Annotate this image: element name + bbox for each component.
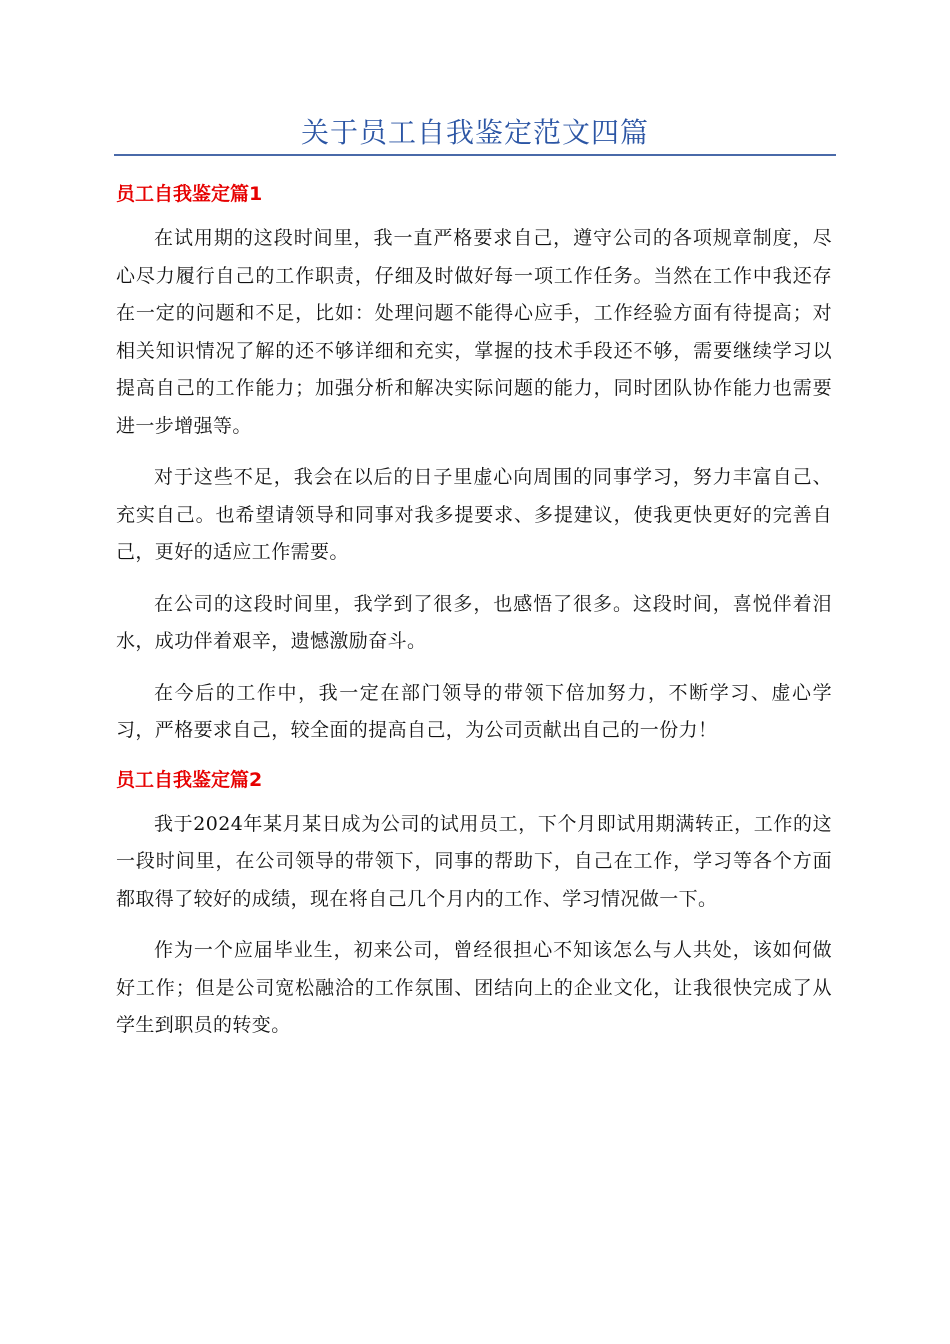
paragraph: 在试用期的这段时间里，我一直严格要求自己，遵守公司的各项规章制度，尽心尽力履行自己的工作职责，仔细及时做好每一项工作任务。当然在工作中我还存在一定的问题和不足，比如：处理问题不能得心应手，工作经验方面有待提高；对相关知识情况了解的还不够详细和充实，掌握的技术手段还不够，需要继续学习以提高自己的工作能力；加强分析和解决实际问题的能力，同时团队协作能力也需要进一步增强等。 [116,227,832,437]
paragraph: 在今后的工作中，我一定在部门领导的带领下倍加努力，不断学习、虚心学习，严格要求自己，较全面的提高自己，为公司贡献出自己的一份力！ [116,681,832,741]
document-body [116,178,832,1059]
section-2 [116,764,832,1045]
section-heading: 员工自我鉴定篇2 [116,768,263,791]
document-title: 关于员工自我鉴定范文四篇 [300,116,649,149]
paragraph: 我于2024年某月某日成为公司的试用员工，下个月即试用期满转正，工作的这一段时间里，在公司领导的带领下，同事的帮助下，自己在工作，学习等各个方面都取得了较好的成绩，现在将自己几个月内的工作、学习情况做一下。 [116,812,832,910]
paragraph: 在公司的这段时间里，我学到了很多，也感悟了很多。这段时间，喜悦伴着泪水，成功伴着艰辛，遗憾激励奋斗。 [116,592,832,652]
paragraph: 作为一个应届毕业生，初来公司，曾经很担心不知该怎么与人共处，该如何做好工作；但是公司宽松融洽的工作氛围、团结向上的企业文化，让我很快完成了从学生到职员的转变。 [116,939,832,1036]
title-divider [114,154,836,156]
section-heading: 员工自我鉴定篇1 [116,183,263,205]
section-1 [116,178,832,750]
paragraph: 对于这些不足，我会在以后的日子里虚心向周围的同事学习，努力丰富自己、充实自己。也希望请领导和同事对我多提要求、多提建议，使我更快更好的完善自己，更好的适应工作需要。 [116,466,832,563]
